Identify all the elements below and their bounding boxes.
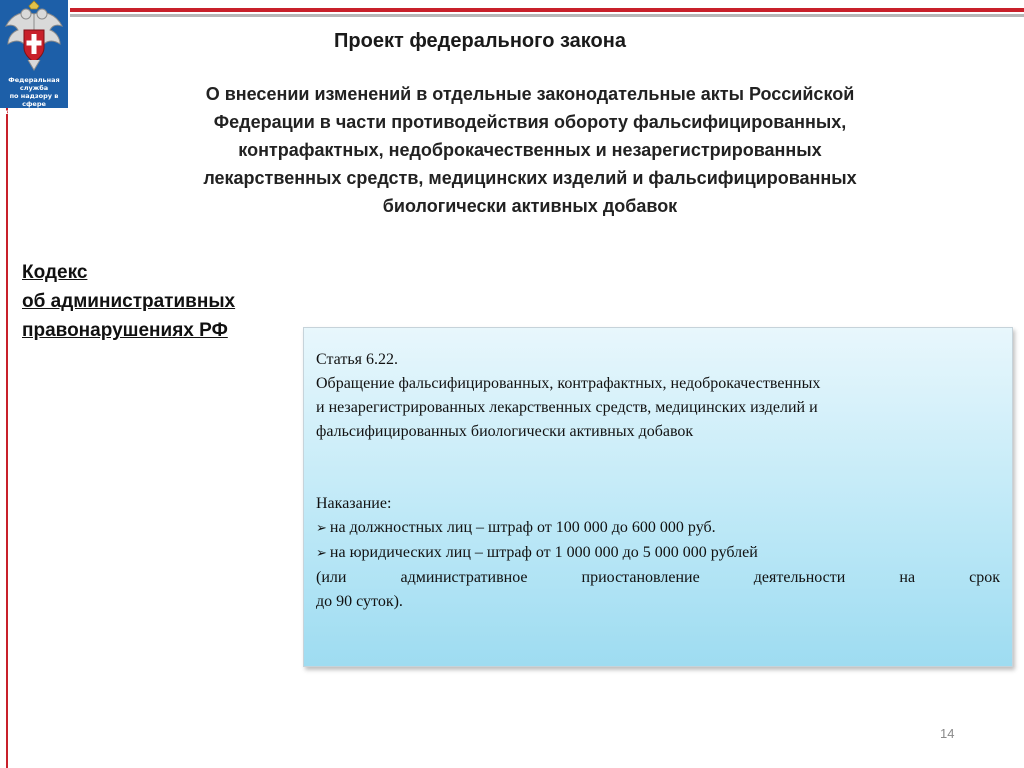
subtitle-line: контрафактных, недоброкачественных и незарегистрированных bbox=[238, 140, 822, 160]
subtitle-line: Федерации в части противодействия обороту фальсифицированных, bbox=[213, 112, 847, 132]
top-red-stripe bbox=[70, 8, 1024, 12]
subtitle-line: биологически активных добавок bbox=[382, 196, 678, 216]
agency-logo bbox=[0, 0, 68, 116]
slide-title: Проект федерального закона bbox=[334, 30, 626, 52]
agency-name-line: по надзору в сфере bbox=[9, 92, 59, 108]
arrow-bullet-icon: ➢ bbox=[316, 521, 327, 536]
spacer bbox=[316, 444, 1000, 492]
penalty-bullet bbox=[316, 541, 1000, 566]
subtitle-line: О внесении изменений в отдельные законодательные акты Российской bbox=[205, 84, 855, 104]
code-label-line: Кодекс bbox=[22, 262, 88, 283]
article-title-line: Обращение фальсифицированных, контрафактных, недоброкачественных bbox=[316, 375, 821, 392]
penalty-note-line: (или административное приостановление деятельности на срок bbox=[316, 569, 1000, 586]
left-red-line bbox=[6, 100, 8, 768]
code-label-line: об административных bbox=[22, 291, 236, 312]
penalty-bullet-text: на должностных лиц – штраф от 100 000 до 600 000 руб. bbox=[329, 519, 716, 536]
agency-name-line: здравоохранения bbox=[1, 108, 68, 116]
law-subtitle bbox=[60, 80, 1000, 220]
page-number: 14 bbox=[940, 726, 955, 741]
code-label-line: правонарушениях РФ bbox=[22, 320, 228, 341]
article-box bbox=[303, 327, 1013, 667]
top-gray-stripe bbox=[70, 14, 1024, 17]
penalty-note-line: до 90 суток). bbox=[316, 593, 403, 610]
code-label bbox=[22, 258, 235, 345]
agency-name bbox=[1, 76, 67, 116]
article-title-line: и незарегистрированных лекарственных средств, медицинских изделий и bbox=[316, 399, 818, 416]
penalty-bullet-text: на юридических лиц – штраф от 1 000 000 до 5 000 000 рублей bbox=[329, 544, 758, 561]
article-title-line: фальсифицированных биологически активных добавок bbox=[316, 423, 694, 440]
arrow-bullet-icon: ➢ bbox=[316, 546, 327, 561]
article-number: Статья 6.22. bbox=[316, 351, 398, 368]
subtitle-line: лекарственных средств, медицинских изделий и фальсифицированных bbox=[203, 168, 857, 188]
penalty-heading: Наказание: bbox=[316, 495, 392, 512]
agency-name-line: Федеральная служба bbox=[8, 76, 60, 92]
penalty-bullet bbox=[316, 516, 1000, 541]
